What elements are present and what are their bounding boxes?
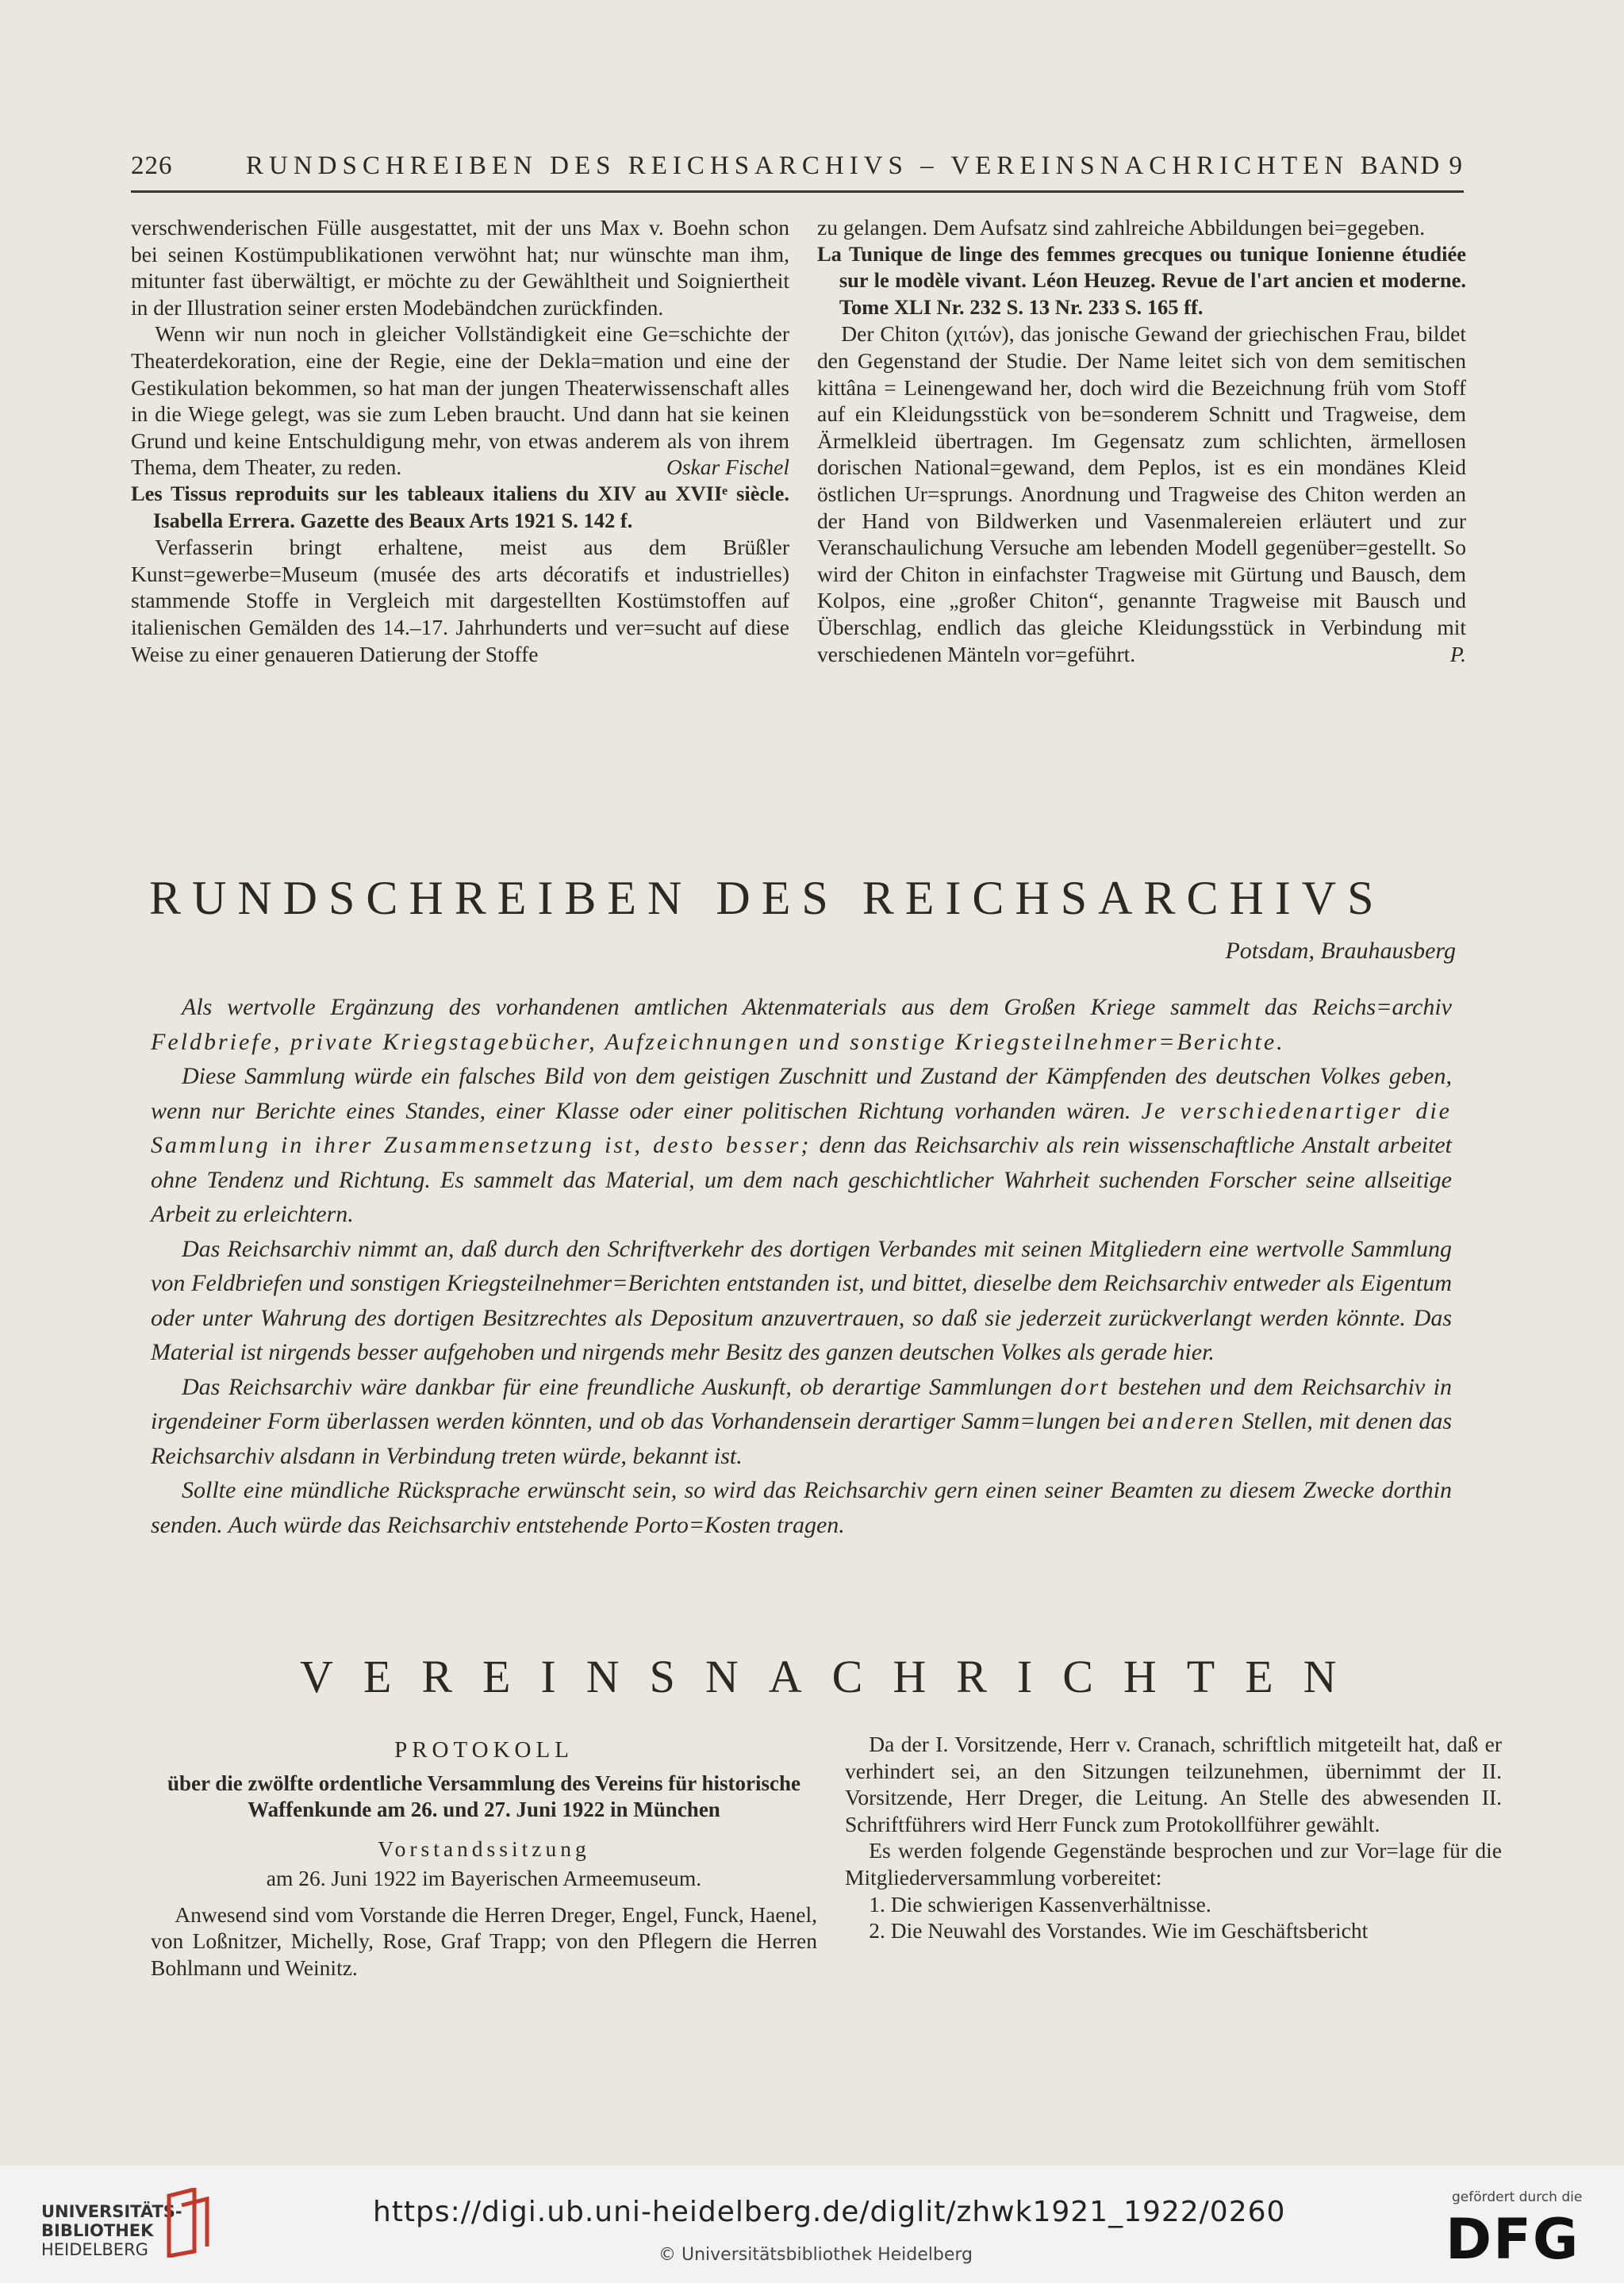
library-emblem-icon bbox=[163, 2188, 213, 2258]
bibliography-entry: Les Tissus reproduits sur les tableaux italiens du XIV au XVIIᵉ siècle. Isabella Errera. Gazette des Beaux Arts 1921 S. 142 f. bbox=[131, 481, 789, 532]
bibliography-entry: La Tunique de linge des femmes grecques ou tunique Ionienne étudiée sur le modèle vivant. Léon Heuzeg. Revue de l'art ancien et moderne. Tome XLI Nr. 232 S. 13 Nr. 233 S. 165 ff. bbox=[817, 241, 1466, 319]
column-right-bottom bbox=[845, 1731, 1502, 1944]
running-title: RUNDSCHREIBEN DES REICHSARCHIVS – VEREINSNACHRICHTEN bbox=[246, 152, 1349, 180]
copyright-notice: © Universitätsbibliothek Heidelberg bbox=[658, 2245, 973, 2265]
paragraph: Als wertvolle Ergänzung des vorhandenen amtlichen Aktenmaterials aus dem Großen Kriege sammelt das Reichs=archiv Feldbriefe, private Kriegstagebücher, Aufzeichnungen und sonstige Kriegsteilnehmer=Berichte. bbox=[151, 994, 1452, 1055]
header-rule bbox=[131, 190, 1464, 193]
paragraph: Verfasserin bringt erhaltene, meist aus dem Brüßler Kunst=gewerbe=Museum (musée des arts décoratifs et industrielles) stammende Stoffe in Vergleich mit dargestellten Kostümstoffen auf italienischen Gemälden des 14.–17. Jahrhunderts und ver=sucht auf diese Weise zu einer genaueren Datierung der Stoffe bbox=[131, 535, 789, 666]
permalink-url[interactable]: https://digi.ub.uni-heidelberg.de/diglit/zhwk1921_1922/0260 bbox=[373, 2196, 1286, 2228]
meeting-date: am 26. Juni 1922 im Bayerischen Armeemuseum. bbox=[266, 1866, 702, 1891]
place-line: Potsdam, Brauhausberg bbox=[1225, 938, 1456, 964]
signature: P. bbox=[1449, 641, 1466, 666]
paragraph: Sollte eine mündliche Rücksprache erwünscht sein, so wird das Reichsarchiv gern einen seiner Beamten zu diesem Zwecke dorthin senden. Auch würde das Reichsarchiv entstehende Porto=Kosten tragen. bbox=[151, 1477, 1452, 1538]
reichsarchiv-text bbox=[151, 990, 1452, 1542]
dfg-logo[interactable]: DFG bbox=[1445, 2207, 1580, 2272]
paragraph: Anwesend sind vom Vorstande die Herren Dreger, Engel, Funck, Haenel, von Loßnitzer, Michelly, Rose, Graf Trapp; von den Pflegern die Herren Bohlmann und Weinitz. bbox=[151, 1901, 817, 1980]
paragraph: zu gelangen. Dem Aufsatz sind zahlreiche Abbildungen bei=gegeben. bbox=[817, 215, 1426, 240]
column-left-top bbox=[131, 214, 789, 667]
section-heading-verein: VEREINSNACHRICHTEN bbox=[300, 1651, 1367, 1702]
paragraph: Wenn wir nun noch in gleicher Vollständigkeit eine Ge=schichte der Theaterdekoration, eine der Regie, eine der Dekla=mation und eine der Gestikulation bekommen, so hat man der jungen Theaterwissenschaft alles in die Wiege gelegt, was sie zum Leben braucht. Und dann hat sie keinen Grund und keine Entschuldigung mehr, von etwas anderem als von ihrem Thema, dem Theater, zu reden. bbox=[131, 321, 789, 480]
section-heading-reichsarchiv: RUNDSCHREIBEN DES REICHSARCHIVS bbox=[149, 872, 1385, 924]
vorstand-heading: Vorstandssitzung bbox=[378, 1836, 590, 1861]
paragraph: Diese Sammlung würde ein falsches Bild von dem geistigen Zuschnitt und Zustand der Kämpfenden des deutschen Volkes geben, wenn nur Berichte eines Standes, einer Klasse oder einer politischen Richtung vorhanden wären. Je verschiedenartiger die Sammlung in ihrer Zusammensetzung ist, desto besser; denn das Reichsarchiv als rein wissenschaftliche Anstalt arbeitet ohne Tendenz und Richtung. Es sammelt das Material, um dem nach geschichtlicher Wahrheit suchenden Forscher seine allseitige Arbeit zu erleichtern. bbox=[151, 1063, 1452, 1227]
paragraph: Es werden folgende Gegenstände besprochen und zur Vor=lage für die Mitgliederversammlung vorbereitet: bbox=[845, 1838, 1502, 1890]
paragraph: Der Chiton (χιτών), das jonische Gewand der griechischen Frau, bildet den Gegenstand der Studie. Der Name leitet sich von dem semitischen kittâna = Leinengewand her, doch wird die Bezeichnung früh vom Stoff auf ein Kleidungsstück von be=sonderem Schnitt und Tragweise, dem Ärmelkleid übertragen. Im Gegensatz zum schlichten, ärmellosen dorischen National=gewand, dem Peplos, ist es ein mondänes Kleid östlichen Ur=sprungs. Anordnung und Tragweise des Chiton werden an der Hand von Bildwerken und Vasenmalereien erläutert und zur Veranschaulichung Versuche am lebenden Modell gegenüber=gestellt. So wird der Chiton in einfachster Tragweise mit Gürtung und Bausch, dem Kolpos, eine „großer Chiton“, genannte Tragweise mit Bausch und Überschlag, endlich das gleiche Kleidungsstück in Verbindung mit verschiedenen Mänteln vor=geführt. bbox=[817, 321, 1466, 666]
list-item: 1. Die schwierigen Kassenverhältnisse. bbox=[869, 1891, 1211, 1917]
list-item: 2. Die Neuwahl des Vorstandes. Wie im Geschäftsbericht bbox=[869, 1918, 1369, 1943]
band-label: BAND 9 bbox=[1360, 152, 1464, 180]
column-right-top bbox=[817, 214, 1466, 667]
paragraph: Das Reichsarchiv nimmt an, daß durch den Schriftverkehr des dortigen Verbandes mit seinen Mitgliedern eine wertvolle Sammlung von Feldbriefen und sonstigen Kriegsteilnehmer=Berichten entstanden ist, und bittet, dieselbe dem Reichsarchiv entweder als Eigentum oder unter Wahrung des dortigen Besitzrechtes als Depositum anzuvertrauen, so daß sie jederzeit zurückverlangt werden könnte. Das Material ist nirgends besser aufgehoben und nirgends mehr Besitz des ganzen deutschen Volkes als gerade hier. bbox=[151, 1235, 1452, 1365]
paragraph: verschwenderischen Fülle ausgestattet, mit der uns Max v. Boehn schon bei seinen Kostümpublikationen verwöhnt hat; nur wünschte man ihm, mitunter fast überwältigt, er möchte zu der Gewähltheit und Soigniertheit in der Illustration seiner ersten Modebändchen zurückfinden. bbox=[131, 215, 789, 320]
running-header bbox=[131, 147, 1464, 183]
column-left-bottom bbox=[151, 1737, 817, 1982]
paragraph: Das Reichsarchiv wäre dankbar für eine freundliche Auskunft, ob derartige Sammlungen dort bestehen und dem Reichsarchiv in irgendeiner Form überlassen werden könnten, und ob das Vorhandensein derartiger Samm=lungen bei anderen Stellen, mit denen das Reichsarchiv alsdann in Verbindung treten würde, bekannt ist. bbox=[151, 1373, 1452, 1469]
protokoll-heading: PROTOKOLL bbox=[394, 1737, 574, 1763]
viewer-footer bbox=[0, 2166, 1624, 2283]
protokoll-subtitle: über die zwölfte ordentliche Versammlung des Vereins für historische Waffenkunde am 26. und 27. Juni 1922 in München bbox=[167, 1771, 800, 1821]
library-logo[interactable]: UNIVERSITÄTS- BIBLIOTHEK HEIDELBERG bbox=[41, 2202, 182, 2259]
paragraph: Da der I. Vorsitzende, Herr v. Cranach, schriftlich mitgeteilt hat, daß er verhindert sei, an den Sitzungen teilzunehmen, übernimmt der II. Vorsitzende, Herr Dreger, die Leitung. An Stelle des abwesenden II. Schriftführers wird Herr Funck zum Protokollführer gewählt. bbox=[845, 1732, 1502, 1836]
signature: Oskar Fischel bbox=[666, 455, 789, 480]
funding-note: gefördert durch die bbox=[1452, 2189, 1583, 2205]
page-number: 226 bbox=[131, 152, 173, 180]
